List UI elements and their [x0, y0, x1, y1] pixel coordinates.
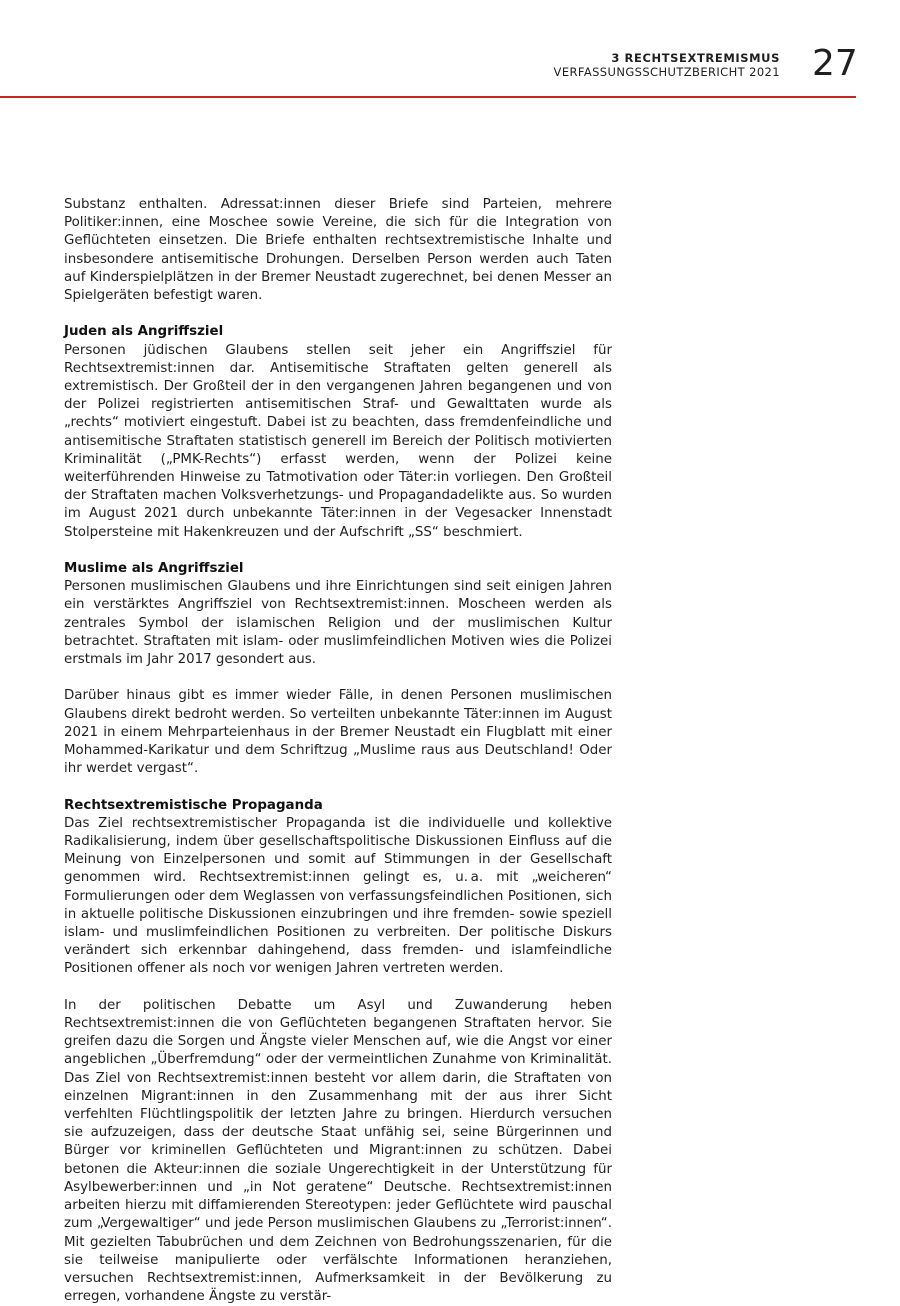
- heading-propaganda: Rechtsextremistische Propaganda: [64, 797, 323, 813]
- paragraph-propaganda-2: In der politischen Debatte um Asyl und Zuwanderung heben Rechtsextremist:innen die von Geflüchteten begangenen Straftaten hervor. Sie greifen dazu die Sorgen und Ängste vieler Menschen auf, wie die Angst vor einer angeblichen „Überfremdung“ oder der vermeintlichen Zunahme von Kriminalität. Das Ziel von Rechtsextremist:innen besteht vor allem darin, die Straftaten von einzelnen Migrant:innen in den Zusammenhang mit der aus ihrer Sicht verfehlten Flüchtlingspolitik der letzten Jahre zu bringen. Hierdurch versuchen sie aufzuzeigen, dass der deutsche Staat unfähig sei, seine Bürgerinnen und Bürger vor kriminellen Geflüchteten und Migrant:innen zu schützen. Dabei betonen die Akteur:innen die soziale Ungerechtigkeit in der Unterstützung für Asylbewerber:innen und „in Not geratene“ Deutsche. Rechtsextremist:innen arbeiten hierzu mit diffamierenden Stereotypen: jeder Geflüchtete wird pauschal zum „Vergewaltiger“ und jede Person muslimischen Glaubens zu „Terrorist:innen“. Mit gezielten Tabubrüchen und dem Zeichnen von Bedrohungsszenarien, für die sie teilweise manipulierte oder verfälschte Informationen heranziehen, versuchen Rechtsextremist:innen, Aufmerksamkeit in der Bevölkerung zu erregen, vorhandene Ängste zu verstär-: [64, 997, 612, 1305]
- report-title: VERFASSUNGSSCHUTZBERICHT 2021: [553, 65, 780, 79]
- paragraph-muslime-2: Darüber hinaus gibt es immer wieder Fälle, in denen Personen muslimischen Glaubens direkt bedroht werden. So verteilten unbekannte Täter:innen im August 2021 in einem Mehrparteienhaus in der Bremer Neustadt ein Flugblatt mit einer Mohammed-Karikatur und dem Schriftzug „Muslime raus aus Deutschland! Oder ihr werdet vergast“.: [64, 688, 612, 777]
- spacer: [64, 542, 612, 560]
- paragraph-intro: Substanz enthalten. Adressat:innen dieser Briefe sind Parteien, mehrere Politiker:innen, eine Moschee sowie Vereine, die sich für die Integration von Geflüchteten einsetzen. Die Briefe enthalten rechtsextremistische Inhalte und insbesondere antisemitische Drohungen. Derselben Person werden auch Taten auf Kinderspielplätzen in der Bremer Neustadt zugerechnet, bei denen Messer an Spielgeräten befestigt waren.: [64, 197, 612, 304]
- paragraph-muslime-1: Personen muslimischen Glaubens und ihre Einrichtungen sind seit einigen Jahren ein verstärktes Angriffsziel von Rechtsextremist:innen. Moscheen werden als zentrales Symbol der islamischen Religion und der muslimischen Kultur betrachtet. Straftaten mit islam- oder muslimfeindlichen Motiven wies die Polizei erstmals im Jahr 2017 gesondert aus.: [64, 579, 612, 668]
- heading-muslime: Muslime als Angriffsziel: [64, 561, 244, 577]
- paragraph-propaganda-1: Das Ziel rechtsextremistischer Propaganda ist die individuelle und kollektive Radikalisierung, indem über gesellschaftspolitische Diskussionen Einfluss auf die Meinung von Einzelpersonen und somit auf Stimmungen in der Gesellschaft genommen wird. Rechtsextremist:innen gelingt es, u. a. mit „weicheren“ Formulierungen oder dem Weglassen von verfassungsfeindlichen Positionen, sich in aktuelle politische Diskussionen einzubringen und ihre fremden- sowie speziell islam- und muslimfeindlichen Positionen zu verbreiten. Der politische Diskurs verändert sich erkennbar dahingehend, dass fremden- und islamfeindliche Positionen offener als noch vor wenigen Jahren vertreten werden.: [64, 815, 612, 977]
- spacer: [64, 669, 612, 687]
- page-number: 27: [812, 43, 858, 84]
- chapter-title: 3 RECHTSEXTREMISMUS: [611, 51, 780, 65]
- header-rule: [0, 96, 856, 98]
- spacer: [64, 979, 612, 997]
- running-head: [554, 51, 780, 80]
- paragraph-juden: Personen jüdischen Glaubens stellen seit jeher ein Angriffsziel für Rechtsextremist:innen dar. Antisemitische Straftaten gelten generell als extremistisch. Der Großteil der in den vergangenen Jahren begangenen und von der Polizei registrierten antisemitischen Straf- und Gewalttaten wurde als „rechts“ motiviert eingestuft. Dabei ist zu beachten, dass fremdenfeindliche und antisemitische Straftaten statistisch generell im Bereich der Politisch motivierten Kriminalität („PMK-Rechts“) erfasst werden, wenn der Polizei keine weiterführenden Hinweise zu Tatmotivation oder Täter:in vorliegen. Den Großteil der Straftaten machen Volksverhetzungs- und Propagandadelikte aus. So wurden im August 2021 durch unbekannte Täter:innen in der Vegesacker Innenstadt Stolpersteine mit Hakenkreuzen und der Aufschrift „SS“ beschmiert.: [64, 342, 612, 540]
- page-header: [0, 0, 900, 100]
- main-text: [64, 196, 612, 1306]
- heading-juden: Juden als Angriffsziel: [64, 324, 224, 340]
- spacer: [64, 305, 612, 323]
- spacer: [64, 778, 612, 796]
